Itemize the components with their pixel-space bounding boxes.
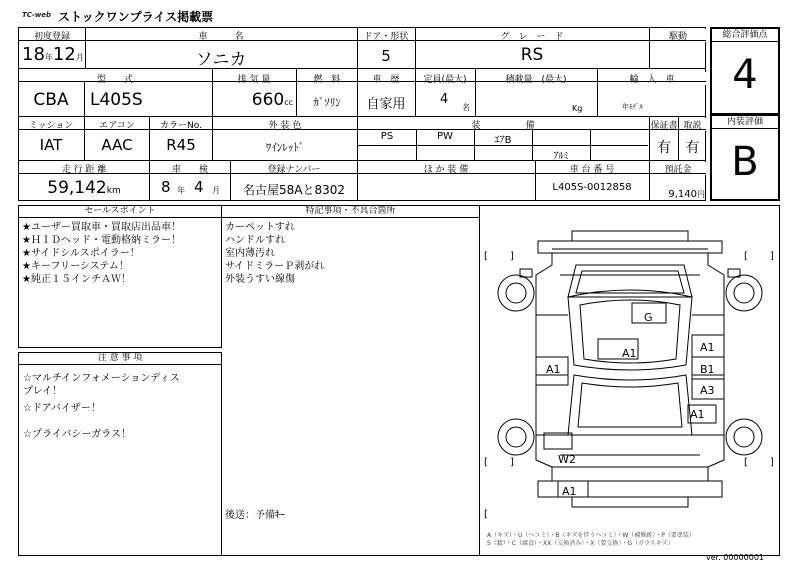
plate-label: 登録ナンバー [231,162,357,175]
cautions-list [19,365,221,441]
damage-mark: G [644,311,653,324]
list-item: プレイ！ [23,386,63,397]
load-unit: Kg [572,104,583,113]
plate-value: 名古屋58Aと8302 [242,183,346,197]
list-item: カーペットすれ [225,222,295,233]
warranty-label: 保証書 [650,118,678,131]
doors-label: ドア・形状 [358,29,414,42]
displacement-unit: cc [284,98,293,107]
inspection-year: 8 [161,178,171,196]
name-label: 車 名 [86,29,356,42]
equip-grid [358,130,648,160]
damage-mark: A1 [690,408,705,421]
list-item: ★ＨＩＤヘッド・電動格納ミラー！ [22,235,181,246]
damage-mark: A1 [700,341,715,354]
first-reg-month: 12 [52,44,76,65]
damage-mark: A1 [622,347,637,360]
equip-label: 装 備 [358,118,648,131]
exterior-label: 外 装 色 [213,118,357,131]
grade-label: グ レ ー ド [416,29,648,42]
color-value: R45 [166,136,196,154]
manual-value: 有 [685,140,700,156]
list-item: ハンドルすれ [225,235,285,246]
model-label: 型 式 [19,72,211,85]
first-reg-year-unit: 年 [44,53,53,62]
mission-value: IAT [39,136,63,154]
sales-points-label: セールスポイント [19,206,221,218]
cautions-label: 注 意 事 項 [19,353,221,365]
list-item [23,415,221,428]
cautions-panel [18,352,222,556]
bracket-open: [ [744,457,748,468]
equip-cell: PW [437,131,453,142]
model-prefix: CBA [33,90,69,110]
interior-score-label: 内装評価 [712,116,778,129]
version-label: ver. 00000001 [706,553,765,562]
damage-mark: A1 [546,363,561,376]
first-reg-year: 18 [22,44,45,65]
load-label: 積載量 (最大) [476,72,596,85]
inspection-year-unit: 年 [177,186,185,195]
bracket-close: ] [770,457,774,468]
aircon-value: AAC [101,136,133,154]
first-reg-value [22,44,84,68]
fuel-label: 燃 料 [297,72,357,85]
bracket-open: [ [484,251,488,262]
legend-line: A（キズ）・U（ヘコミ）・B（キズを伴うヘコミ）・W（補修跡）・P（要塗装） [487,532,695,539]
equip-cell: PS [380,131,394,142]
bracket-open: [ [484,457,488,468]
notes-panel [222,205,480,556]
deposit-unit: 円 [697,190,705,199]
vehicle-name: ソニカ [195,50,247,70]
legend [487,532,779,548]
model-year-unit: 年ﾓﾃﾞﾙ [622,103,643,111]
first-reg-month-unit: 月 [75,53,84,62]
damage-mark: B1 [700,363,715,376]
mission-label: ミッション [19,118,83,131]
logo: TC-web [22,11,52,19]
list-item: 外装うすい線傷 [225,274,295,285]
damage-mark: A3 [700,384,715,397]
interior-score: B [731,139,759,185]
list-item: ★ユーザー買取車・買取店出品車！ [22,222,181,233]
deposit-value [650,182,706,201]
bracket-close: ] [770,251,774,262]
interior-score-box [710,115,780,201]
overall-score-label: 総合評価点 [712,29,778,42]
chassis-value: L405S-0012858 [552,182,632,193]
capacity-unit: 名 [462,103,470,112]
grade-value: RS [520,45,544,65]
sales-points-list [19,218,221,286]
chassis-label: 車 台 番 号 [536,162,648,175]
mileage-number: 59,142 [47,178,107,198]
capacity-number: 4 [440,92,449,107]
bracket-close: ] [510,457,514,468]
other-equip-label: ほ か 装 備 [358,162,534,175]
model-value: L405S [90,90,143,110]
list-item: 室内薄汚れ [225,248,275,259]
list-item: ★純正１５インチＡＷ！ [22,274,131,285]
list-item: サイドミラーＰ剥がれ [225,261,325,272]
deposit-label: 預託金 [650,162,706,175]
bracket-close: ] [510,251,514,262]
mileage-unit: km [106,186,121,196]
list-item: ★サイドシルスポイラー！ [22,248,140,259]
mileage-value [19,178,149,198]
bracket-open: [ [484,509,488,520]
car-diagram [480,205,780,556]
inspection-label: 車 検 [150,162,230,175]
category-value: 自家用 [366,97,406,112]
damage-mark: A1 [562,485,577,498]
page-title: ストックワンプライス掲載票 [58,10,214,24]
damage-mark: W2 [558,453,576,466]
category-label: 車 歴 [358,72,414,85]
equip-cell: ｴｱB [494,135,512,146]
drive-label: 駆動 [650,29,706,42]
equip-cell: ｱﾙﾐ [553,151,569,162]
overall-score: 4 [732,52,758,98]
manual-label: 取説 [679,118,706,131]
notes-footer: 後送：予備ｷｰ [225,510,285,521]
import-label: 輸 入 車 [598,72,706,85]
bracket-open: [ [744,251,748,262]
notes-label: 特記事項・不具合箇所 [222,206,479,218]
list-item: ☆マルチインフォメーションディス [23,373,180,384]
color-label: カラーNo. [150,118,212,131]
deposit-number: 9,140 [668,189,697,200]
aircon-label: エアコン [85,118,149,131]
sales-points-panel [18,205,222,348]
inspection-month: 4 [194,178,204,196]
exterior-value: ﾜｲﾝﾚｯﾄﾞ [265,141,305,154]
list-item: ☆プライバシーガラス！ [23,429,131,440]
displacement-number: 660 [251,90,285,110]
displacement-label: 排 気 量 [213,72,295,85]
displacement-value [213,90,295,110]
overall-score-box [710,27,780,115]
legend-line: S（錆）・C（腐食）・XX（交換済み）・X（要交換）・G（ガラスキズ） [487,540,674,547]
mileage-label: 走 行 距 離 [19,162,149,175]
list-item: ★キーフリーシステム！ [22,261,129,272]
warranty-value: 有 [657,140,671,156]
capacity-label: 定員(最大) [416,72,474,85]
fuel-value: ｶﾞｿﾘﾝ [313,96,341,109]
inspection-month-unit: 月 [212,186,220,195]
list-item: ☆ドアバイザー！ [23,403,101,414]
doors-value: 5 [381,47,391,65]
notes-list [222,218,479,286]
first-reg-label: 初度登録 [19,29,85,42]
